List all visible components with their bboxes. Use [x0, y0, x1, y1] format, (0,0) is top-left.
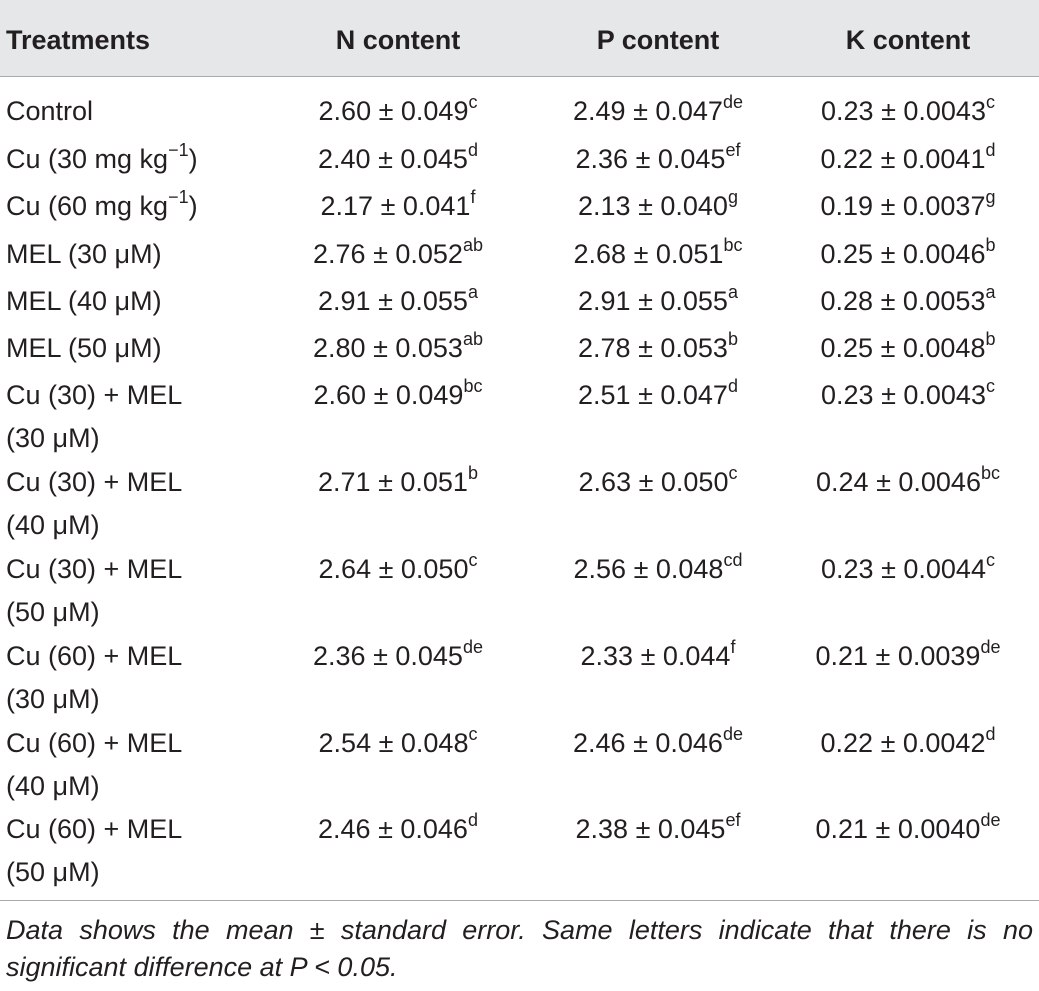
treatment-label: Cu (60 mg kg [6, 191, 169, 221]
value-text: 2.91 ± 0.055 [578, 286, 728, 316]
k-content-cell [770, 722, 1039, 765]
treatment-label: Cu (30 mg kg [6, 144, 169, 174]
significance-letters: de [462, 637, 483, 657]
k-content-cell [770, 635, 1039, 678]
p-content-cell [520, 138, 796, 181]
significance-letters: c [728, 463, 738, 483]
significance-letters: ef [725, 140, 741, 160]
treatment-label: Cu (30) + MEL (30 μM) [6, 380, 183, 453]
header-treatments: Treatments [6, 25, 151, 55]
significance-letters: c [468, 724, 478, 744]
treatment-label: Control [6, 96, 94, 126]
value-text: 0.19 ± 0.0037 [820, 191, 986, 221]
treatment-label: MEL (50 μM) [6, 333, 162, 363]
treatment-label: Cu (30) + MEL (40 μM) [6, 467, 183, 540]
n-content-cell [260, 374, 536, 417]
value-text: 2.80 ± 0.053 [313, 333, 463, 363]
significance-letters: de [980, 810, 1001, 830]
treatment-cell [6, 461, 182, 547]
significance-letters: ab [462, 329, 483, 349]
p-content-cell [520, 280, 796, 323]
significance-letters: ef [725, 810, 741, 830]
value-text: 0.21 ± 0.0039 [815, 641, 981, 671]
k-content-cell [770, 90, 1039, 133]
n-content-cell [260, 327, 536, 370]
significance-letters: a [727, 282, 738, 302]
p-content-cell [520, 548, 796, 591]
p-content-cell [520, 327, 796, 370]
significance-letters: f [470, 187, 476, 207]
significance-letters: cd [723, 550, 743, 570]
p-content-cell [520, 374, 796, 417]
value-text: 2.64 ± 0.050 [318, 554, 469, 584]
k-content-cell [770, 138, 1039, 181]
treatment-cell [6, 374, 182, 460]
header-p-content: P content [596, 25, 720, 55]
significance-letters: bc [463, 376, 483, 396]
significance-letters: b [727, 329, 738, 349]
header-k-content: K content [845, 25, 971, 55]
value-text: 0.22 ± 0.0041 [820, 144, 986, 174]
significance-letters: a [467, 282, 478, 302]
value-text: 2.49 ± 0.047 [573, 96, 723, 126]
value-text: 0.28 ± 0.0053 [820, 286, 986, 316]
value-text: 0.23 ± 0.0043 [821, 96, 986, 126]
value-text: 2.91 ± 0.055 [318, 286, 468, 316]
significance-letters: c [985, 92, 995, 112]
value-text: 2.71 ± 0.051 [318, 467, 468, 497]
value-text: 2.46 ± 0.046 [573, 728, 723, 758]
significance-letters: bc [980, 463, 1000, 483]
table-footnote: Data shows the mean ± standard error. Same letters indicate that there is no significant difference at P < 0.05. [6, 915, 1033, 982]
n-content-cell [260, 280, 536, 323]
significance-letters: de [722, 724, 743, 744]
treatment-unit-exponent: −1 [168, 187, 189, 207]
value-text: 2.68 ± 0.051 [573, 239, 724, 269]
significance-letters: d [727, 376, 738, 396]
value-text: 2.33 ± 0.044 [580, 641, 731, 671]
significance-letters: f [730, 637, 736, 657]
value-text: 2.63 ± 0.050 [578, 467, 729, 497]
value-text: 2.60 ± 0.049 [318, 96, 469, 126]
treatment-cell [6, 185, 198, 228]
significance-letters: ab [462, 235, 483, 255]
table-header [0, 0, 1039, 77]
n-content-cell [260, 722, 536, 765]
value-text: 2.36 ± 0.045 [575, 144, 726, 174]
significance-letters: a [985, 282, 996, 302]
n-content-cell [260, 138, 536, 181]
treatment-cell [6, 280, 162, 323]
significance-letters: b [985, 235, 996, 255]
significance-letters: de [722, 92, 743, 112]
k-content-cell [770, 461, 1039, 504]
treatment-label-tail: ) [188, 191, 198, 221]
p-content-cell [520, 722, 796, 765]
k-content-cell [770, 233, 1039, 276]
value-text: 0.23 ± 0.0044 [821, 554, 986, 584]
significance-letters: d [467, 140, 478, 160]
k-content-cell [770, 548, 1039, 591]
significance-letters: d [467, 810, 478, 830]
k-content-cell [770, 280, 1039, 323]
significance-letters: g [985, 187, 996, 207]
n-content-cell [260, 185, 536, 228]
value-text: 0.23 ± 0.0043 [821, 380, 986, 410]
treatment-cell [6, 635, 182, 721]
treatment-cell [6, 90, 93, 133]
n-content-cell [260, 90, 536, 133]
p-content-cell [520, 185, 796, 228]
n-content-cell [260, 461, 536, 504]
treatment-cell [6, 233, 162, 276]
k-content-cell [770, 374, 1039, 417]
significance-letters: b [467, 463, 478, 483]
value-text: 2.13 ± 0.040 [578, 191, 728, 221]
value-text: 2.46 ± 0.046 [318, 814, 468, 844]
significance-letters: g [727, 187, 738, 207]
k-content-cell [770, 327, 1039, 370]
value-text: 2.56 ± 0.048 [573, 554, 724, 584]
significance-letters: de [980, 637, 1001, 657]
value-text: 2.78 ± 0.053 [578, 333, 728, 363]
treatment-unit-exponent: −1 [168, 140, 189, 160]
p-content-cell [520, 635, 796, 678]
n-content-cell [260, 233, 536, 276]
value-text: 0.21 ± 0.0040 [815, 814, 981, 844]
value-text: 2.17 ± 0.041 [320, 191, 471, 221]
value-text: 2.40 ± 0.045 [318, 144, 468, 174]
k-content-cell [770, 808, 1039, 851]
value-text: 0.25 ± 0.0048 [820, 333, 986, 363]
significance-letters: c [468, 550, 478, 570]
significance-letters: d [985, 724, 996, 744]
p-content-cell [520, 233, 796, 276]
value-text: 0.25 ± 0.0046 [820, 239, 986, 269]
significance-letters: c [468, 92, 478, 112]
treatment-label: Cu (60) + MEL (50 μM) [6, 814, 183, 887]
value-text: 2.76 ± 0.052 [313, 239, 463, 269]
value-text: 2.54 ± 0.048 [318, 728, 469, 758]
treatment-label: Cu (30) + MEL (50 μM) [6, 554, 183, 627]
header-n-content: N content [335, 25, 461, 55]
value-text: 0.22 ± 0.0042 [820, 728, 986, 758]
treatment-cell [6, 808, 182, 894]
treatment-label: MEL (40 μM) [6, 286, 162, 316]
treatment-label-tail: ) [188, 144, 198, 174]
value-text: 2.38 ± 0.045 [575, 814, 726, 844]
treatment-cell [6, 327, 162, 370]
significance-letters: b [985, 329, 996, 349]
treatment-label: Cu (60) + MEL (40 μM) [6, 728, 183, 801]
significance-letters: c [985, 376, 995, 396]
k-content-cell [770, 185, 1039, 228]
treatment-cell [6, 548, 182, 634]
treatment-cell [6, 138, 198, 181]
value-text: 2.60 ± 0.049 [313, 380, 464, 410]
n-content-cell [260, 808, 536, 851]
p-content-cell [520, 461, 796, 504]
n-content-cell [260, 548, 536, 591]
value-text: 2.36 ± 0.045 [313, 641, 463, 671]
value-text: 2.51 ± 0.047 [578, 380, 728, 410]
significance-letters: d [985, 140, 996, 160]
treatment-cell [6, 722, 182, 808]
n-content-cell [260, 635, 536, 678]
p-content-cell [520, 808, 796, 851]
p-content-cell [520, 90, 796, 133]
value-text: 0.24 ± 0.0046 [816, 467, 981, 497]
treatment-label: MEL (30 μM) [6, 239, 162, 269]
significance-letters: bc [723, 235, 743, 255]
table-bottom-rule [0, 900, 1039, 901]
significance-letters: c [985, 550, 995, 570]
treatment-label: Cu (60) + MEL (30 μM) [6, 641, 183, 714]
